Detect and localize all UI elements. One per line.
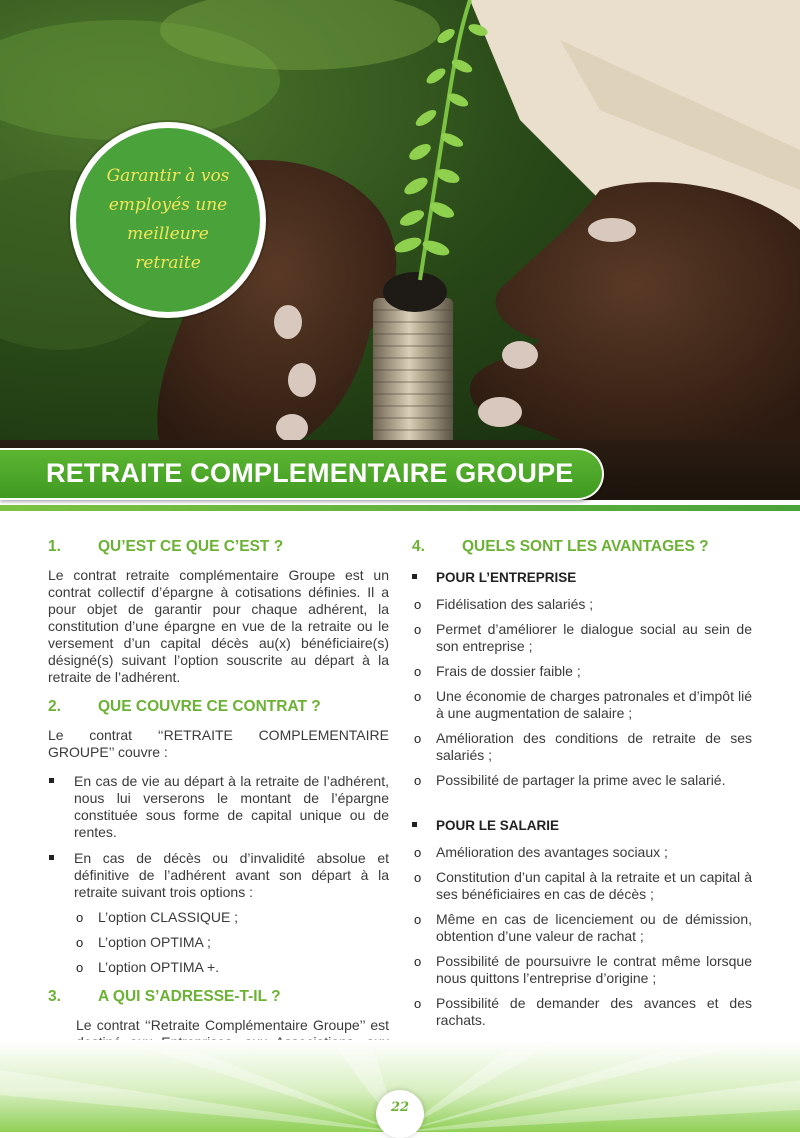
page-title: RETRAITE COMPLEMENTAIRE GROUPE [46,458,574,488]
list-item: o Possibilité de demander des avances et des rachats. [412,995,752,1029]
list-item: o Constitution d’un capital à la retraite et un capital à ses bénéficiaires en cas de décès ; [412,869,752,903]
left-column [48,530,389,1097]
section-number: 2. [48,698,61,715]
section-title: QUELS SONT LES AVANTAGES ? [462,538,709,555]
list-item: o Fidélisation des salariés ; [412,596,752,613]
list-item: o Amélioration des avantages sociaux ; [412,844,752,861]
option-item: o L’option OPTIMA +. [74,959,389,976]
section-3-heading [48,988,389,1005]
list-item: o Amélioration des conditions de retraite de ses salariés ; [412,730,752,764]
section-1-heading [48,538,389,555]
title-banner [0,448,604,500]
list-item: o Une économie de charges patronales et d’impôt lié à une augmentation de salaire ; [412,688,752,722]
group-heading-salarie: POUR LE SALARIE [412,817,752,834]
section-3-text: Le contrat ‘‘Retraite Complémentaire Groupe’’ est [76,1017,389,1033]
options-list [74,909,389,976]
list-item: o Même en cas de licenciement ou de démission, obtention d’une valeur de rachat ; [412,911,752,945]
group-heading-entreprise: POUR L’ENTREPRISE [412,569,752,586]
right-column [412,530,752,1037]
benefits-entreprise-list [412,596,752,789]
section-number: 3. [48,988,61,1005]
page-number: 22 [376,1090,424,1138]
section-2-heading [48,698,389,715]
section-4-heading [412,538,752,555]
option-item: o L’option OPTIMA ; [74,934,389,951]
green-rule [0,505,800,511]
slogan-bubble [70,122,266,318]
section-title: QUE COUVRE CE CONTRAT ? [98,698,321,715]
option-item: o L’option CLASSIQUE ; [74,909,389,926]
list-item [48,850,389,976]
section-title: A QUI S’ADRESSE-T-IL ? [98,988,281,1005]
slogan-text: Garantir à vos employés une meilleure retraite [106,166,230,273]
section-number: 1. [48,538,61,555]
section-1-text: Le contrat retraite complémentaire Groupe est un contrat collectif d’épargne à cotisations définies. Il a pour objet de garantir pour chaque adhérent, la constitution d’une épargne en vue de la retraite ou le versement d’un capital décès au(x) bénéficiaire(s) désigné(s) suivant l’option souscrite au départ à la retraite de l’adhérent. [48,567,389,685]
list-item-text: En cas de décès ou d’invalidité absolue et définitive de l’adhérent avant son départ à la retraite suivant trois options : [74,850,389,900]
list-item: En cas de vie au départ à la retraite de l’adhérent, nous lui verserons le montant de l’épargne constituée sous forme de capital unique ou de rentes. [48,773,389,841]
list-item: o Possibilité de partager la prime avec le salarié. [412,772,752,789]
list-item: o Permet d’améliorer le dialogue social au sein de son entreprise ; [412,621,752,655]
section-number: 4. [412,538,425,555]
section-2-intro: Le contrat ‘‘RETRAITE COMPLEMENTAIRE GROUPE’’ couvre : [48,727,389,760]
list-item: o Possibilité de poursuivre le contrat même lorsque nous quittons l’entreprise d’origine ; [412,953,752,987]
list-item: o Frais de dossier faible ; [412,663,752,680]
coverage-list [48,773,389,976]
section-title: QU’EST CE QUE C’EST ? [98,538,284,555]
benefits-salarie-list [412,844,752,1029]
